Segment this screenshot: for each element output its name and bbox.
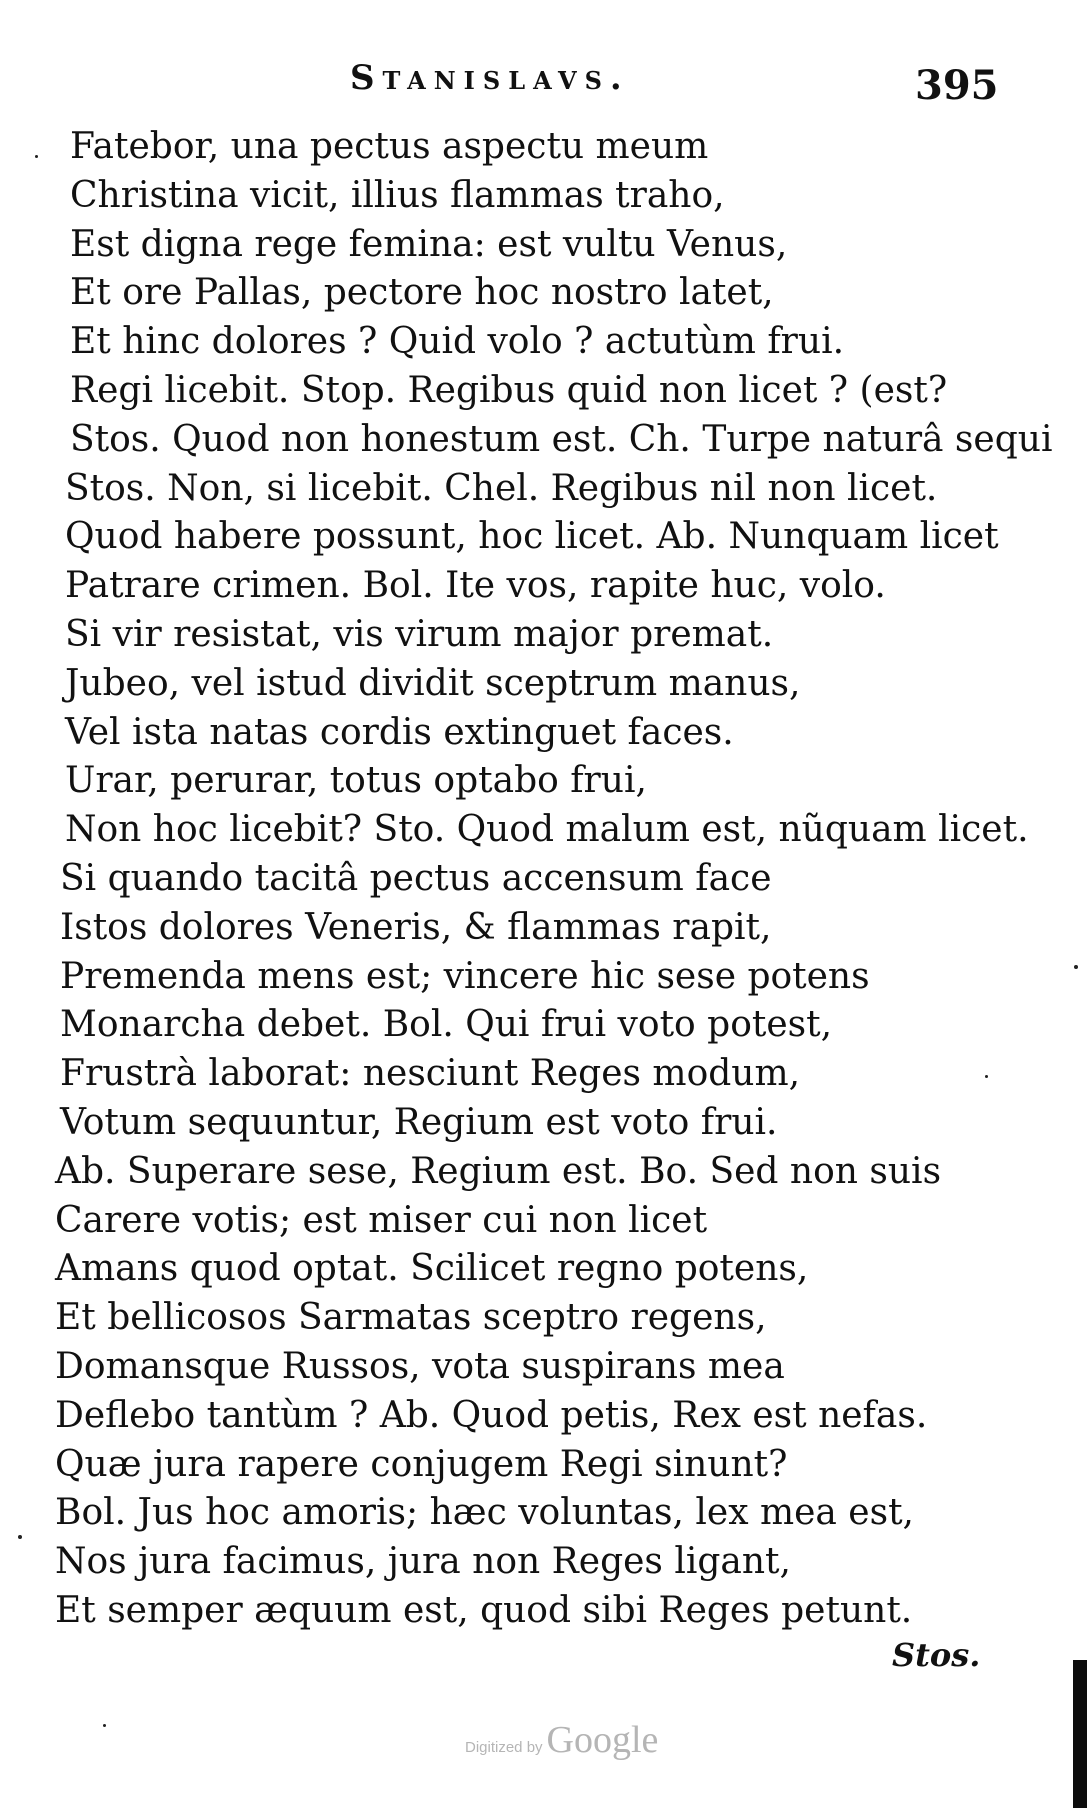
watermark-brand: Google xyxy=(546,1719,659,1761)
verse-line: Et bellicosos Sarmatas sceptro regens, xyxy=(55,1297,767,1339)
ink-speck xyxy=(985,1075,988,1078)
watermark-prefix: Digitized by xyxy=(465,1739,543,1756)
verse-line: Patrare crimen. Bol. Ite vos, rapite huc, volo. xyxy=(65,565,886,607)
digitized-watermark xyxy=(465,1718,658,1762)
verse-line: Monarcha debet. Bol. Qui frui voto potest, xyxy=(60,1004,833,1046)
verse-line: Et ore Pallas, pectore hoc nostro latet, xyxy=(70,272,774,314)
verse-line: Deflebo tantùm ? Ab. Quod petis, Rex est nefas. xyxy=(55,1394,928,1436)
verse-line: Carere votis; est miser cui non licet xyxy=(55,1199,708,1241)
verse-line: Amans quod optat. Scilicet regno potens, xyxy=(55,1248,809,1290)
verse-line: Si quando tacitâ pectus accensum face xyxy=(60,857,772,899)
verse-line: Vel ista natas cordis extinguet faces. xyxy=(65,711,734,753)
verse-line: Premenda mens est; vincere hic sese potens xyxy=(60,955,870,997)
verse-line: Istos dolores Veneris, & flammas rapit, xyxy=(60,906,772,948)
verse-line: Non hoc licebit? Sto. Quod malum est, nũquam licet. xyxy=(65,809,1029,851)
scan-edge-shadow xyxy=(1073,1660,1087,1808)
verse-line: Et semper æquum est, quod sibi Reges petunt. xyxy=(55,1589,913,1631)
verse-line: Si vir resistat, vis virum major premat. xyxy=(65,613,774,655)
catchword: Stos. xyxy=(892,1636,981,1674)
verse-line: Domansque Russos, vota suspirans mea xyxy=(55,1345,785,1387)
verse-line: Nos jura facimus, jura non Reges ligant, xyxy=(55,1541,791,1583)
verse-line: Regi licebit. Stop. Regibus quid non licet ? (est? xyxy=(70,369,948,411)
verse-line: Stos. Non, si licebit. Chel. Regibus nil non licet. xyxy=(65,467,938,509)
verse-line: Et hinc dolores ? Quid volo ? actutùm frui. xyxy=(70,321,845,363)
verse-line: Votum sequuntur, Regium est voto frui. xyxy=(60,1101,778,1143)
verse-line: Bol. Jus hoc amoris; hæc voluntas, lex mea est, xyxy=(55,1492,914,1534)
verse-line: Christina vicit, illius flammas traho, xyxy=(70,174,725,216)
ink-speck xyxy=(1074,965,1078,969)
verse-line: Est digna rege femina: est vultu Venus, xyxy=(70,223,788,265)
ink-speck xyxy=(18,1535,22,1539)
verse-line: Fatebor, una pectus aspectu meum xyxy=(70,126,709,167)
verse-line: Ab. Superare sese, Regium est. Bo. Sed non suis xyxy=(55,1150,942,1192)
ink-speck xyxy=(103,1724,106,1727)
verse-line: Jubeo, vel istud dividit sceptrum manus, xyxy=(65,662,801,704)
ink-speck xyxy=(35,155,38,158)
verse-line: Quod habere possunt, hoc licet. Ab. Nunquam licet xyxy=(65,516,999,558)
verse-text-block xyxy=(55,123,1053,1636)
verse-line: Quæ jura rapere conjugem Regi sinunt? xyxy=(55,1443,788,1485)
verse-line: Urar, perurar, totus optabo frui, xyxy=(65,760,647,802)
running-title: Stanislavs. xyxy=(350,58,630,98)
verse-line: Stos. Quod non honestum est. Ch. Turpe naturâ sequi xyxy=(70,418,1053,460)
verse-line: Frustrà laborat: nesciunt Reges modum, xyxy=(60,1053,801,1095)
page-number: 395 xyxy=(915,62,999,109)
